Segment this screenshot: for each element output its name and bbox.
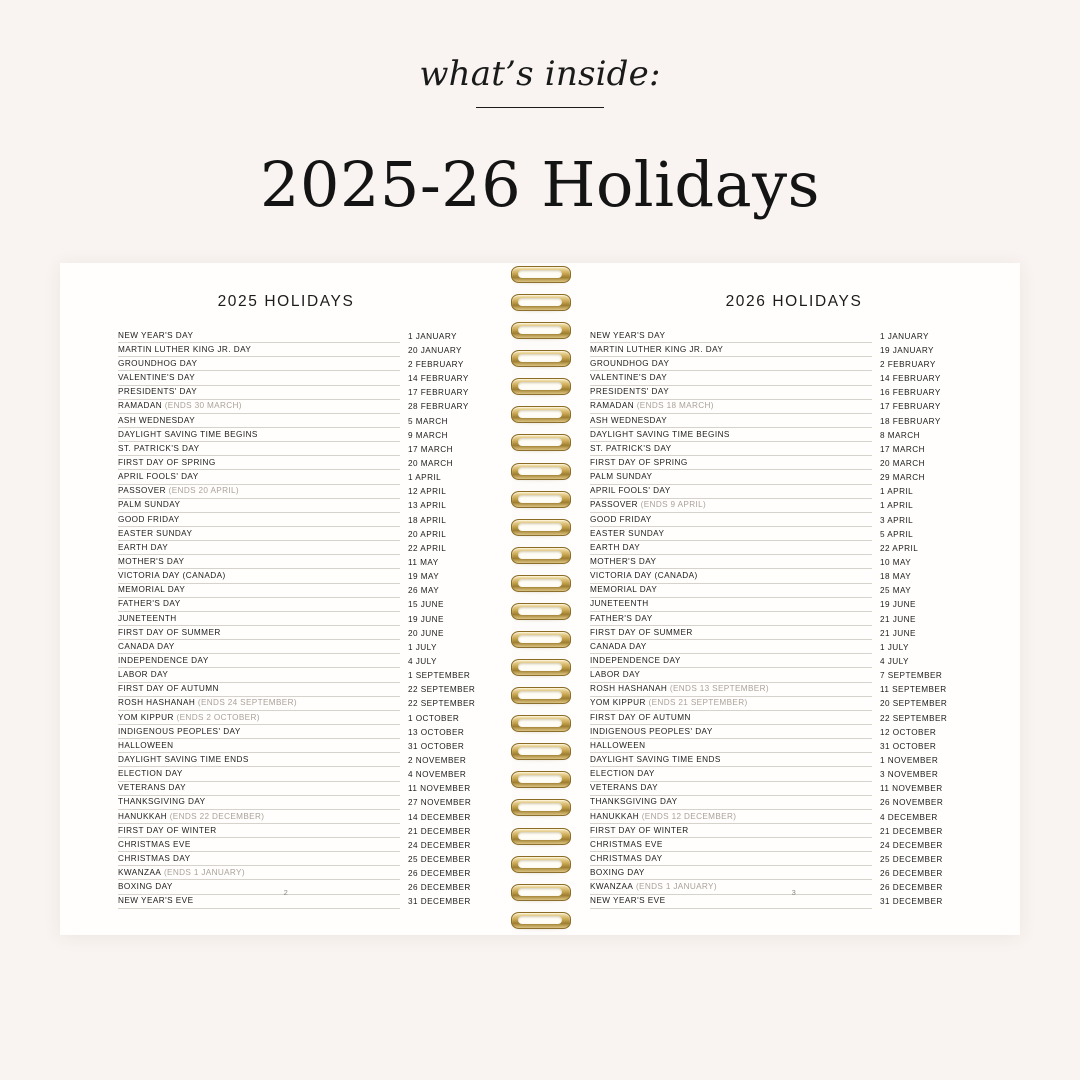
holiday-date: 20 APRIL <box>408 529 447 539</box>
holiday-name: MEMORIAL DAY <box>590 585 872 597</box>
holiday-row <box>568 598 1020 612</box>
holiday-name: THANKSGIVING DAY <box>590 797 872 809</box>
holiday-row <box>60 386 512 400</box>
holiday-date: 25 MAY <box>880 586 912 596</box>
spiral-coil-icon <box>511 630 569 648</box>
holiday-row <box>60 329 512 343</box>
holiday-row <box>60 400 512 414</box>
holiday-date: 5 APRIL <box>880 529 914 539</box>
holiday-name: ST. PATRICK'S DAY <box>118 444 400 456</box>
holiday-date: 12 OCTOBER <box>880 727 937 737</box>
spiral-coil-icon <box>511 405 569 423</box>
holiday-name: INDEPENDENCE DAY <box>590 656 872 668</box>
holiday-row <box>568 442 1020 456</box>
holiday-date: 25 DECEMBER <box>408 854 471 864</box>
holiday-date: 26 MAY <box>408 586 440 596</box>
holiday-name: PRESIDENTS' DAY <box>590 387 872 399</box>
holiday-name: FIRST DAY OF AUTUMN <box>118 684 400 696</box>
holiday-row <box>568 654 1020 668</box>
holiday-row <box>568 541 1020 555</box>
holiday-note: (ENDS 1 JANUARY) <box>633 882 717 892</box>
holiday-date: 22 APRIL <box>880 543 919 553</box>
holiday-date: 17 FEBRUARY <box>408 388 469 398</box>
holiday-name: KWANZAA (ENDS 1 JANUARY) <box>590 882 872 894</box>
spiral-coil-icon <box>511 546 569 564</box>
holiday-name: YOM KIPPUR (ENDS 2 OCTOBER) <box>118 713 400 725</box>
holiday-date: 18 APRIL <box>408 515 447 525</box>
holiday-row <box>60 725 512 739</box>
holiday-row <box>60 683 512 697</box>
holiday-date: 1 NOVEMBER <box>880 755 939 765</box>
holiday-row <box>60 852 512 866</box>
holiday-name: VALENTINE'S DAY <box>118 373 400 385</box>
holiday-name: VETERANS DAY <box>118 783 400 795</box>
holiday-date: 14 FEBRUARY <box>408 374 469 384</box>
holiday-name: FIRST DAY OF SUMMER <box>590 628 872 640</box>
holiday-date: 1 OCTOBER <box>408 713 460 723</box>
holiday-date: 11 NOVEMBER <box>408 784 471 794</box>
spiral-coil-icon <box>511 714 569 732</box>
holiday-name: THANKSGIVING DAY <box>118 797 400 809</box>
holiday-row <box>568 555 1020 569</box>
holiday-row <box>568 640 1020 654</box>
holiday-date: 19 MAY <box>408 572 440 582</box>
holiday-row <box>568 753 1020 767</box>
holiday-row <box>60 414 512 428</box>
holiday-date: 1 APRIL <box>408 473 442 483</box>
holiday-name: PASSOVER (ENDS 9 APRIL) <box>590 500 872 512</box>
holiday-row <box>60 442 512 456</box>
holiday-name: APRIL FOOLS' DAY <box>590 486 872 498</box>
holiday-row <box>60 711 512 725</box>
holiday-date: 31 OCTOBER <box>408 741 465 751</box>
holiday-row <box>60 739 512 753</box>
holiday-name: VICTORIA DAY (CANADA) <box>118 571 400 583</box>
left-holiday-list <box>60 329 512 909</box>
holiday-name: GROUNDHOG DAY <box>590 359 872 371</box>
holiday-name: ASH WEDNESDAY <box>118 416 400 428</box>
holiday-row <box>60 838 512 852</box>
holiday-date: 19 JUNE <box>408 614 444 624</box>
holiday-row <box>60 470 512 484</box>
holiday-date: 13 OCTOBER <box>408 727 465 737</box>
holiday-date: 3 NOVEMBER <box>880 770 939 780</box>
holiday-name: NEW YEAR'S DAY <box>118 331 400 343</box>
holiday-row <box>60 584 512 598</box>
spiral-coil-icon <box>511 377 569 395</box>
holiday-date: 4 NOVEMBER <box>408 770 467 780</box>
holiday-date: 22 SEPTEMBER <box>408 699 476 709</box>
holiday-date: 15 JUNE <box>408 600 444 610</box>
holiday-row <box>568 767 1020 781</box>
holiday-date: 27 NOVEMBER <box>408 798 472 808</box>
holiday-note: (ENDS 9 APRIL) <box>638 500 707 510</box>
holiday-name: FIRST DAY OF SUMMER <box>118 628 400 640</box>
holiday-date: 10 MAY <box>880 558 912 567</box>
holiday-name: PASSOVER (ENDS 20 APRIL) <box>118 486 400 498</box>
right-page <box>568 263 1020 935</box>
poster-header <box>0 0 1080 222</box>
holiday-name: JUNETEENTH <box>118 614 400 626</box>
holiday-date: 20 JANUARY <box>408 345 462 355</box>
holiday-name: EASTER SUNDAY <box>118 529 400 541</box>
holiday-date: 4 JULY <box>408 656 437 666</box>
spiral-coil-icon <box>511 433 569 451</box>
holiday-name: EASTER SUNDAY <box>590 529 872 541</box>
holiday-name: BOXING DAY <box>118 882 400 894</box>
holiday-date: 11 MAY <box>408 558 439 567</box>
holiday-name: YOM KIPPUR (ENDS 21 SEPTEMBER) <box>590 698 872 710</box>
holiday-name: CANADA DAY <box>590 642 872 654</box>
holiday-name: INDIGENOUS PEOPLES' DAY <box>118 727 400 739</box>
holiday-name: DAYLIGHT SAVING TIME BEGINS <box>590 430 872 442</box>
holiday-date: 26 DECEMBER <box>880 869 943 879</box>
holiday-date: 19 JANUARY <box>880 345 934 355</box>
holiday-row <box>568 725 1020 739</box>
holiday-date: 21 DECEMBER <box>880 826 943 836</box>
holiday-name: LABOR DAY <box>590 670 872 682</box>
holiday-name: ROSH HASHANAH (ENDS 24 SEPTEMBER) <box>118 698 400 710</box>
holiday-date: 22 SEPTEMBER <box>880 713 948 723</box>
holiday-row <box>60 456 512 470</box>
holiday-name: DAYLIGHT SAVING TIME ENDS <box>590 755 872 767</box>
holiday-date: 24 DECEMBER <box>408 840 471 850</box>
holiday-row <box>60 428 512 442</box>
holiday-date: 18 FEBRUARY <box>880 416 941 426</box>
holiday-row <box>60 343 512 357</box>
holiday-date: 31 DECEMBER <box>408 897 471 907</box>
holiday-name: GOOD FRIDAY <box>118 515 400 527</box>
holiday-date: 20 MARCH <box>408 459 454 469</box>
right-holiday-list <box>568 329 1020 909</box>
holiday-row <box>568 414 1020 428</box>
spiral-coil-icon <box>511 349 569 367</box>
spiral-coil-icon <box>511 855 569 873</box>
holiday-row <box>60 598 512 612</box>
holiday-name: FIRST DAY OF WINTER <box>118 826 400 838</box>
holiday-note: (ENDS 24 SEPTEMBER) <box>195 698 297 708</box>
spiral-coil-icon <box>511 770 569 788</box>
holiday-row <box>568 569 1020 583</box>
holiday-name: MEMORIAL DAY <box>118 585 400 597</box>
title-divider <box>476 107 604 108</box>
holiday-row <box>568 612 1020 626</box>
holiday-date: 26 DECEMBER <box>880 883 943 893</box>
holiday-name: ELECTION DAY <box>590 769 872 781</box>
holiday-row <box>568 371 1020 385</box>
holiday-date: 21 JUNE <box>880 614 916 624</box>
holiday-row <box>60 824 512 838</box>
holiday-date: 26 DECEMBER <box>408 869 471 879</box>
holiday-row <box>60 485 512 499</box>
holiday-date: 31 DECEMBER <box>880 897 943 907</box>
holiday-name: VICTORIA DAY (CANADA) <box>590 571 872 583</box>
left-page-title: 2025 HOLIDAYS <box>217 293 355 310</box>
holiday-note: (ENDS 1 JANUARY) <box>161 868 245 878</box>
holiday-name: ASH WEDNESDAY <box>590 416 872 428</box>
holiday-note: (ENDS 22 DECEMBER) <box>167 811 265 821</box>
holiday-name: CHRISTMAS EVE <box>118 840 400 852</box>
holiday-date: 21 DECEMBER <box>408 826 471 836</box>
holiday-name: CHRISTMAS EVE <box>590 840 872 852</box>
eyebrow-text: what’s inside: <box>419 54 661 94</box>
holiday-row <box>60 796 512 810</box>
holiday-name: FIRST DAY OF SPRING <box>118 458 400 470</box>
holiday-date: 2 FEBRUARY <box>880 360 936 370</box>
holiday-name: MARTIN LUTHER KING JR. DAY <box>590 345 872 357</box>
holiday-row <box>60 555 512 569</box>
holiday-date: 31 OCTOBER <box>880 741 937 751</box>
holiday-row <box>568 683 1020 697</box>
spiral-coil-icon <box>511 883 569 901</box>
holiday-name: INDIGENOUS PEOPLES' DAY <box>590 727 872 739</box>
holiday-name: PALM SUNDAY <box>590 472 872 484</box>
holiday-name: HALLOWEEN <box>590 741 872 753</box>
holiday-name: PRESIDENTS' DAY <box>118 387 400 399</box>
spiral-coil-icon <box>511 293 569 311</box>
holiday-name: ST. PATRICK'S DAY <box>590 444 872 456</box>
spiral-coil-icon <box>511 518 569 536</box>
holiday-name: HANUKKAH (ENDS 22 DECEMBER) <box>118 812 400 824</box>
spiral-coil-icon <box>511 827 569 845</box>
holiday-date: 26 NOVEMBER <box>880 798 944 808</box>
holiday-name: FIRST DAY OF SPRING <box>590 458 872 470</box>
holiday-name: PALM SUNDAY <box>118 500 400 512</box>
holiday-note: (ENDS 20 APRIL) <box>166 486 239 496</box>
holiday-row <box>60 654 512 668</box>
holiday-date: 14 FEBRUARY <box>880 374 941 384</box>
holiday-row <box>60 626 512 640</box>
holiday-date: 26 DECEMBER <box>408 883 471 893</box>
holiday-row <box>568 485 1020 499</box>
holiday-row <box>60 541 512 555</box>
holiday-name: CHRISTMAS DAY <box>118 854 400 866</box>
left-page-number: 2 <box>283 888 289 897</box>
holiday-date: 22 APRIL <box>408 543 447 553</box>
spiral-coil-icon <box>511 602 569 620</box>
holiday-row <box>568 711 1020 725</box>
holiday-date: 21 JUNE <box>880 628 916 638</box>
holiday-name: MOTHER'S DAY <box>118 557 400 569</box>
holiday-name: BOXING DAY <box>590 868 872 880</box>
holiday-row <box>60 513 512 527</box>
holiday-row <box>60 753 512 767</box>
holiday-date: 12 APRIL <box>408 487 447 497</box>
holiday-date: 20 SEPTEMBER <box>880 699 948 709</box>
holiday-note: (ENDS 12 DECEMBER) <box>639 811 737 821</box>
planner-spread <box>60 263 1020 935</box>
holiday-row <box>60 668 512 682</box>
holiday-row <box>60 640 512 654</box>
holiday-name: ROSH HASHANAH (ENDS 13 SEPTEMBER) <box>590 684 872 696</box>
holiday-date: 2 FEBRUARY <box>408 360 464 370</box>
holiday-name: CANADA DAY <box>118 642 400 654</box>
holiday-row <box>568 329 1020 343</box>
holiday-name: ELECTION DAY <box>118 769 400 781</box>
holiday-row <box>60 569 512 583</box>
holiday-row <box>568 810 1020 824</box>
holiday-row <box>568 400 1020 414</box>
holiday-name: MARTIN LUTHER KING JR. DAY <box>118 345 400 357</box>
holiday-name: EARTH DAY <box>118 543 400 555</box>
spiral-coil-icon <box>511 490 569 508</box>
right-page-title: 2026 HOLIDAYS <box>725 293 863 310</box>
holiday-name: FATHER'S DAY <box>590 614 872 626</box>
holiday-row <box>568 866 1020 880</box>
holiday-date: 1 JULY <box>880 642 909 652</box>
right-page-number: 3 <box>791 888 797 897</box>
holiday-row <box>568 782 1020 796</box>
holiday-date: 18 MAY <box>880 572 912 582</box>
holiday-date: 8 MARCH <box>880 430 920 440</box>
holiday-name: HALLOWEEN <box>118 741 400 753</box>
holiday-name: FATHER'S DAY <box>118 599 400 611</box>
holiday-name: NEW YEAR'S EVE <box>118 896 400 908</box>
holiday-row <box>60 527 512 541</box>
holiday-name: DAYLIGHT SAVING TIME ENDS <box>118 755 400 767</box>
holiday-date: 11 NOVEMBER <box>880 784 943 794</box>
holiday-name: NEW YEAR'S DAY <box>590 331 872 343</box>
spiral-coil-icon <box>511 574 569 592</box>
holiday-row <box>568 852 1020 866</box>
holiday-date: 5 MARCH <box>408 416 448 426</box>
holiday-name: VETERANS DAY <box>590 783 872 795</box>
holiday-date: 11 SEPTEMBER <box>880 685 947 695</box>
holiday-name: INDEPENDENCE DAY <box>118 656 400 668</box>
holiday-row <box>568 470 1020 484</box>
holiday-name: EARTH DAY <box>590 543 872 555</box>
holiday-row <box>60 697 512 711</box>
holiday-date: 1 JULY <box>408 642 437 652</box>
holiday-name: CHRISTMAS DAY <box>590 854 872 866</box>
holiday-date: 2 NOVEMBER <box>408 755 467 765</box>
holiday-name: LABOR DAY <box>118 670 400 682</box>
holiday-note: (ENDS 30 MARCH) <box>162 401 242 411</box>
holiday-note: (ENDS 21 SEPTEMBER) <box>645 698 748 708</box>
holiday-date: 4 JULY <box>880 656 909 666</box>
holiday-row <box>568 357 1020 371</box>
holiday-row <box>568 499 1020 513</box>
holiday-name: MOTHER'S DAY <box>590 557 872 569</box>
holiday-name: NEW YEAR'S EVE <box>590 896 872 908</box>
spiral-coil-icon <box>511 742 569 760</box>
holiday-row <box>568 697 1020 711</box>
holiday-row <box>568 796 1020 810</box>
holiday-row <box>60 499 512 513</box>
holiday-date: 3 APRIL <box>880 515 914 525</box>
holiday-name: APRIL FOOLS' DAY <box>118 472 400 484</box>
holiday-date: 25 DECEMBER <box>880 854 943 864</box>
holiday-row <box>60 371 512 385</box>
holiday-row <box>60 357 512 371</box>
spiral-coil-icon <box>511 798 569 816</box>
holiday-name: VALENTINE'S DAY <box>590 373 872 385</box>
holiday-name: FIRST DAY OF WINTER <box>590 826 872 838</box>
holiday-row <box>568 739 1020 753</box>
holiday-name: GROUNDHOG DAY <box>118 359 400 371</box>
spiral-coil-icon <box>511 265 569 283</box>
holiday-note: (ENDS 2 OCTOBER) <box>173 712 260 722</box>
holiday-row <box>60 612 512 626</box>
holiday-name: HANUKKAH (ENDS 12 DECEMBER) <box>590 812 872 824</box>
holiday-date: 1 JANUARY <box>408 331 457 341</box>
holiday-date: 9 MARCH <box>408 430 448 440</box>
holiday-name: RAMADAN (ENDS 30 MARCH) <box>118 401 400 413</box>
spiral-coil-icon <box>511 686 569 704</box>
spiral-binding <box>506 263 574 935</box>
holiday-name: FIRST DAY OF AUTUMN <box>590 713 872 725</box>
holiday-row <box>568 668 1020 682</box>
holiday-date: 16 FEBRUARY <box>880 388 941 398</box>
holiday-name: GOOD FRIDAY <box>590 515 872 527</box>
holiday-date: 4 DECEMBER <box>880 812 938 822</box>
holiday-row <box>60 810 512 824</box>
holiday-row <box>60 866 512 880</box>
holiday-row <box>568 456 1020 470</box>
holiday-date: 13 APRIL <box>408 501 447 511</box>
holiday-date: 22 SEPTEMBER <box>408 685 476 695</box>
holiday-date: 17 FEBRUARY <box>880 402 941 412</box>
holiday-date: 28 FEBRUARY <box>408 402 469 412</box>
holiday-row <box>568 584 1020 598</box>
holiday-date: 29 MARCH <box>880 473 926 483</box>
holiday-row <box>568 527 1020 541</box>
holiday-date: 17 MARCH <box>880 444 926 454</box>
holiday-name: RAMADAN (ENDS 18 MARCH) <box>590 401 872 413</box>
holiday-row <box>568 626 1020 640</box>
holiday-date: 20 MARCH <box>880 459 926 469</box>
holiday-name: DAYLIGHT SAVING TIME BEGINS <box>118 430 400 442</box>
holiday-date: 1 APRIL <box>880 487 914 497</box>
holiday-date: 1 APRIL <box>880 501 914 511</box>
holiday-name: JUNETEENTH <box>590 599 872 611</box>
holiday-row <box>60 767 512 781</box>
holiday-row <box>568 343 1020 357</box>
holiday-row <box>60 782 512 796</box>
page-title: 2025-26 Holidays <box>260 148 820 222</box>
holiday-row <box>568 824 1020 838</box>
holiday-note: (ENDS 18 MARCH) <box>634 401 714 411</box>
holiday-date: 20 JUNE <box>408 628 444 638</box>
holiday-date: 1 JANUARY <box>880 331 929 341</box>
spiral-coil-icon <box>511 658 569 676</box>
spiral-coil-icon <box>511 911 569 929</box>
holiday-date: 1 SEPTEMBER <box>408 671 471 681</box>
holiday-row <box>568 428 1020 442</box>
holiday-row <box>568 838 1020 852</box>
holiday-date: 24 DECEMBER <box>880 840 943 850</box>
holiday-row <box>568 386 1020 400</box>
holiday-date: 7 SEPTEMBER <box>880 671 943 681</box>
holiday-date: 14 DECEMBER <box>408 812 471 822</box>
holiday-date: 17 MARCH <box>408 444 454 454</box>
holiday-name: KWANZAA (ENDS 1 JANUARY) <box>118 868 400 880</box>
holiday-note: (ENDS 13 SEPTEMBER) <box>667 684 769 694</box>
spiral-coil-icon <box>511 462 569 480</box>
holiday-date: 19 JUNE <box>880 600 916 610</box>
spiral-coil-icon <box>511 321 569 339</box>
holiday-row <box>568 513 1020 527</box>
left-page <box>60 263 512 935</box>
